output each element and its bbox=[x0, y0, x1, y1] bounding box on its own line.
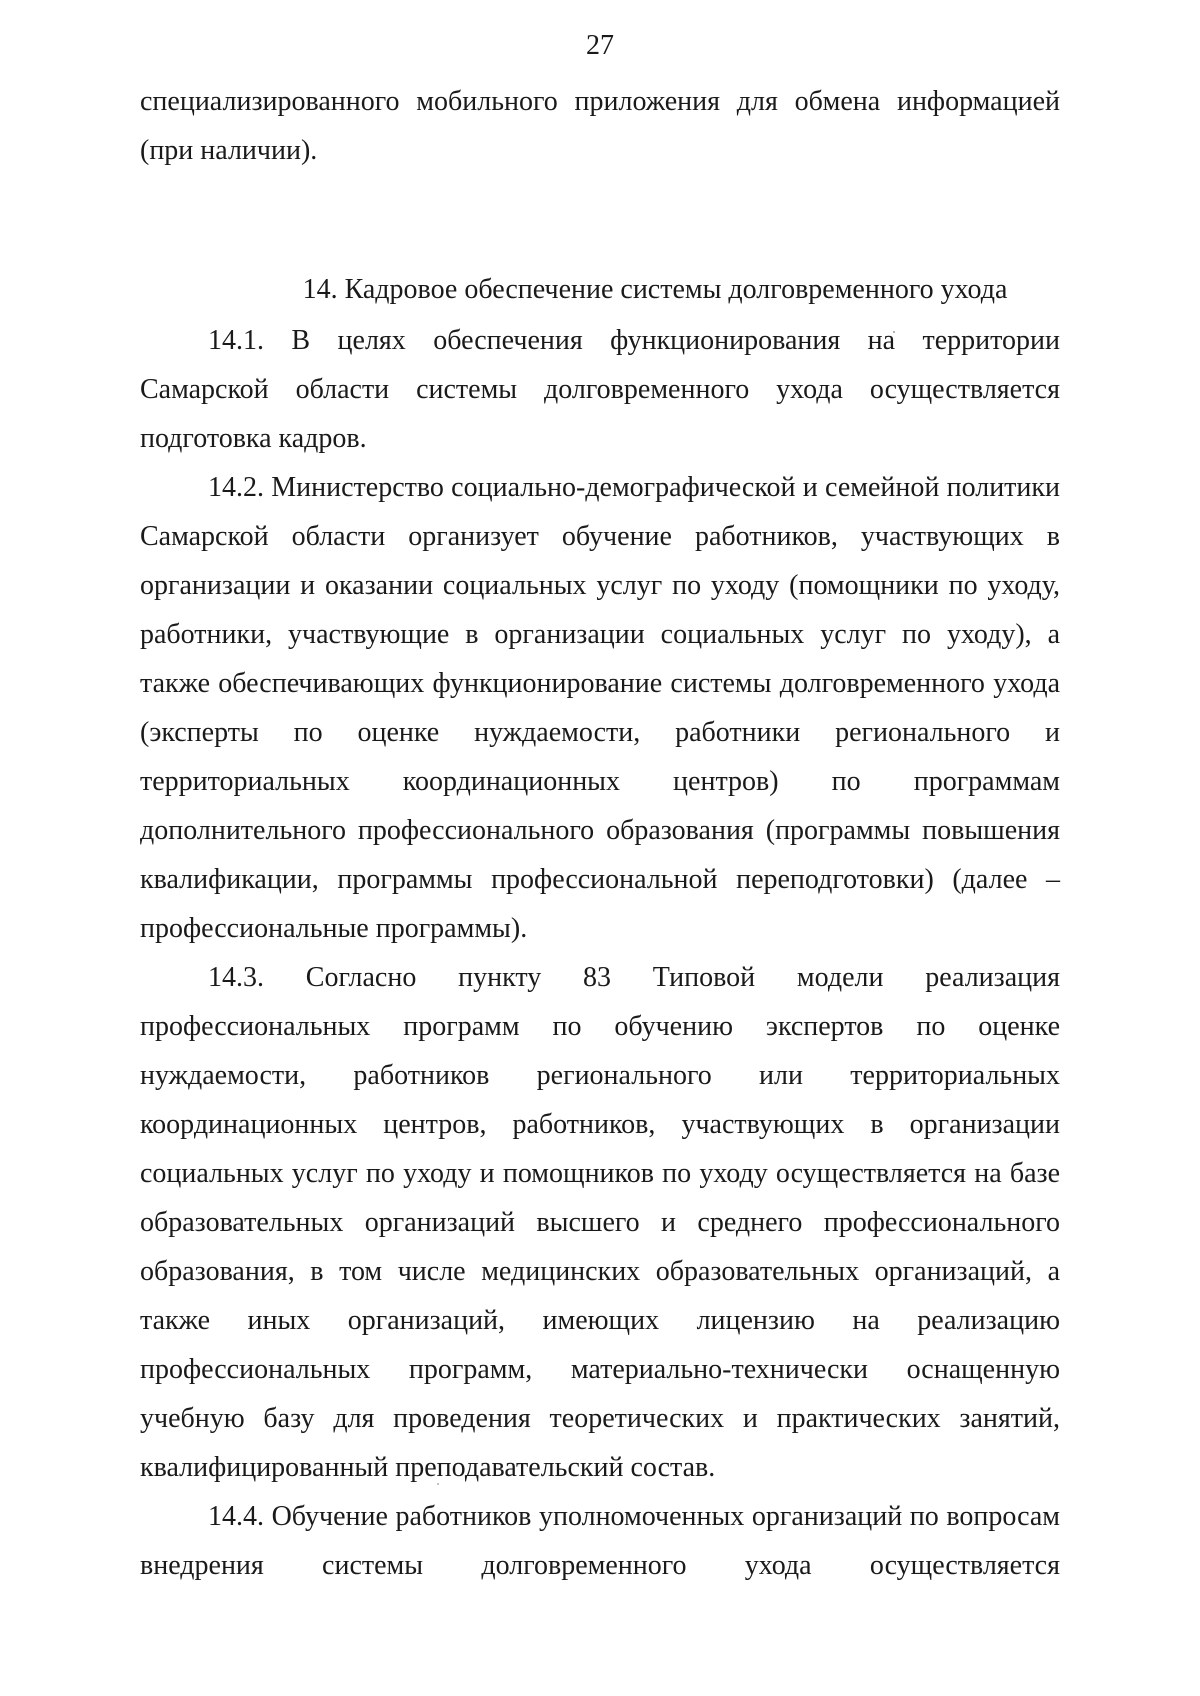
page-number: 27 bbox=[586, 30, 614, 61]
scan-speck bbox=[437, 1483, 439, 1485]
paragraph-14-2: 14.2. Министерство социально-демографической и семейной политики Самарской области организует обучение работников, участвующих в организации и оказании социальных услуг по уходу (помощники по уходу, работники, участвующие в организации социальных услуг по уходу), а также обеспечивающих функционирование системы долговременного ухода (эксперты по оценке нуждаемости, работники регионального и территориальных координационных центров) по программам дополнительного профессионального образования (программы повышения квалификации, программы профессиональной переподготовки) (далее – профессиональные программы). bbox=[140, 472, 1060, 944]
intro-paragraph: специализированного мобильного приложения для обмена информацией (при наличии). bbox=[140, 86, 1060, 166]
paragraph-14-1: 14.1. В целях обеспечения функционирования на территории Самарской области системы долговременного ухода осуществляется подготовка кадров. bbox=[140, 325, 1060, 454]
paragraph-14-3: 14.3. Согласно пункту 83 Типовой модели реализация профессиональных программ по обучению экспертов по оценке нуждаемости, работников регионального или территориальных координационных центров, работников, участвующих в организации социальных услуг по уходу и помощников по уходу осуществляется на базе образовательных организаций высшего и среднего профессионального образования, в том числе медицинских образовательных организаций, а также иных организаций, имеющих лицензию на реализацию профессиональных программ, материально-технически оснащенную учебную базу для проведения теоретических и практических занятий, квалифицированный преподавательский состав. bbox=[140, 962, 1060, 1483]
paragraph-14-4: 14.4. Обучение работников уполномоченных организаций по вопросам внедрения системы долговременного ухода осуществляется bbox=[140, 1501, 1060, 1581]
body-text bbox=[140, 316, 1060, 1590]
intro-paragraph-block bbox=[140, 77, 1060, 175]
section-heading: 14. Кадровое обеспечение системы долговременного ухода bbox=[302, 274, 1008, 305]
